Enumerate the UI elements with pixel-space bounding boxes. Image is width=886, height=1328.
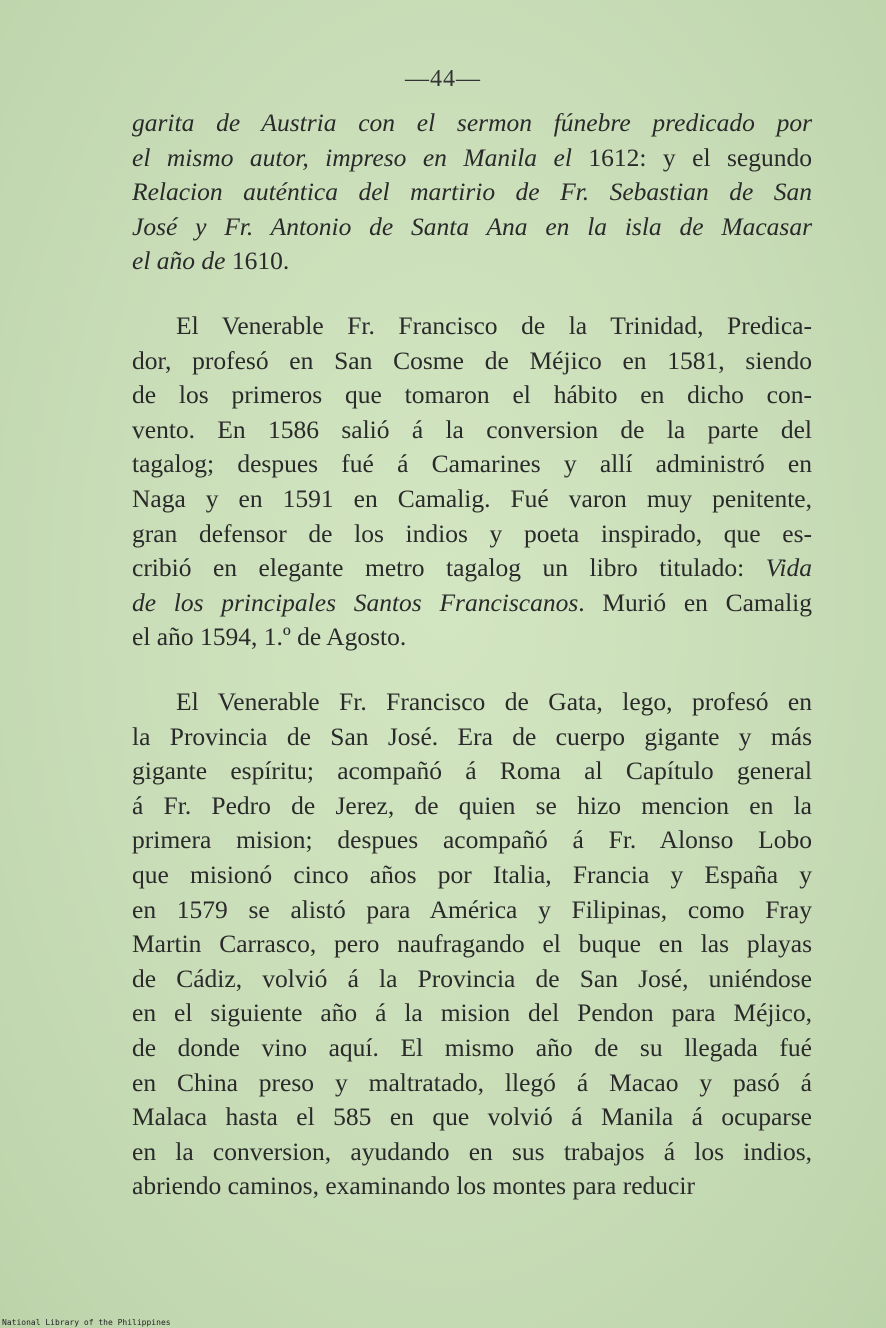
text-line bbox=[132, 1031, 812, 1066]
text-line bbox=[132, 482, 812, 517]
text-run: Naga y en 1591 en Camalig. Fué varon muy penitente, bbox=[132, 483, 812, 513]
text-line bbox=[132, 141, 812, 176]
text-run: gigante espíritu; acompañó á Roma al Capítulo general bbox=[132, 756, 812, 786]
page-number: —44— bbox=[405, 66, 481, 92]
text-run: El Venerable Fr. Francisco de Gata, lego, profesó en bbox=[176, 687, 812, 716]
text-line bbox=[132, 927, 812, 962]
text-run: de Cádiz, volvió á la Provincia de San José, uniéndose bbox=[132, 963, 812, 993]
text-line bbox=[132, 754, 812, 789]
text-run: la Provincia de San José. Era de cuerpo gigante y más bbox=[132, 721, 812, 751]
text-line bbox=[132, 106, 812, 141]
text-run: dor, profesó en San Cosme de Méjico en 1581, siendo bbox=[132, 345, 812, 375]
paragraph-francisco-de-la-trinidad bbox=[132, 309, 812, 655]
text-line bbox=[132, 685, 812, 720]
text-run: primera mision; despues acompañó á Fr. Alonso Lobo bbox=[132, 825, 812, 855]
text-run: Malaca hasta el 585 en que volvió á Manila á ocuparse bbox=[132, 1102, 812, 1132]
text-line bbox=[132, 344, 812, 379]
text-line bbox=[132, 309, 812, 344]
paragraph-citation-continuation bbox=[132, 106, 812, 279]
text-line bbox=[132, 175, 812, 210]
text-line bbox=[132, 789, 812, 824]
italic-text: Vida bbox=[765, 553, 812, 583]
text-run: Martin Carrasco, pero naufragando el buque en las playas bbox=[132, 929, 812, 959]
text-line bbox=[132, 378, 812, 413]
text-line bbox=[132, 551, 812, 586]
text-run: 1610. bbox=[231, 246, 290, 276]
text-line bbox=[132, 1100, 812, 1135]
text-line bbox=[132, 244, 812, 279]
italic-text: garita de Austria con el sermon fúnebre predicado por bbox=[132, 108, 812, 137]
text-run: tagalog; despues fué á Camarines y allí administró en bbox=[132, 449, 812, 479]
text-run: á Fr. Pedro de Jerez, de quien se hizo mencion en la bbox=[132, 790, 812, 820]
text-line bbox=[132, 413, 812, 448]
text-line bbox=[132, 586, 812, 621]
text-line bbox=[132, 858, 812, 893]
italic-text: Relacion auténtica del martirio de Fr. Sebastian de San bbox=[132, 177, 812, 207]
text-run: de los primeros que tomaron el hábito en dicho con- bbox=[132, 380, 812, 410]
italic-text: el mismo autor, impreso en Manila el bbox=[132, 142, 589, 172]
text-run: vento. En 1586 salió á la conversion de la parte del bbox=[132, 414, 812, 444]
text-line bbox=[132, 1169, 812, 1204]
text-run: en la conversion, ayudando en sus trabajos á los indios, bbox=[132, 1136, 812, 1166]
text-run: en China preso y maltratado, llegó á Macao y pasó á bbox=[132, 1067, 812, 1097]
text-line bbox=[132, 996, 812, 1031]
text-run: gran defensor de los indios y poeta inspirado, que es- bbox=[132, 518, 812, 548]
text-run: el año 1594, 1.º de Agosto. bbox=[132, 622, 407, 652]
text-line bbox=[132, 1135, 812, 1170]
text-run: . Murió en Camalig bbox=[578, 587, 813, 617]
text-run: cribió en elegante metro tagalog un libro titulado: bbox=[132, 553, 766, 583]
text-line bbox=[132, 620, 812, 655]
text-run: en el siguiente año á la mision del Pendon para Méjico, bbox=[132, 998, 812, 1028]
text-line bbox=[132, 893, 812, 928]
italic-text: de los principales Santos Franciscanos bbox=[132, 587, 579, 617]
text-line bbox=[132, 517, 812, 552]
library-footer: National Library of the Philippines bbox=[2, 1318, 171, 1327]
text-run: en 1579 se alistó para América y Filipinas, como Fray bbox=[132, 894, 812, 924]
text-run: El Venerable Fr. Francisco de la Trinidad, Predica- bbox=[176, 311, 812, 340]
paragraph-francisco-de-gata bbox=[132, 685, 812, 1204]
text-run: de donde vino aquí. El mismo año de su llegada fué bbox=[132, 1032, 812, 1062]
italic-text: el año de bbox=[132, 246, 232, 276]
text-line bbox=[132, 447, 812, 482]
text-run: 1612: y el segundo bbox=[588, 142, 813, 172]
text-line bbox=[132, 823, 812, 858]
text-line bbox=[132, 1066, 812, 1101]
text-run: que misionó cinco años por Italia, Francia y España y bbox=[132, 859, 812, 889]
text-line bbox=[132, 962, 812, 997]
italic-text: José y Fr. Antonio de Santa Ana en la isla de Macasar bbox=[132, 211, 812, 241]
text-line bbox=[132, 720, 812, 755]
text-line bbox=[132, 210, 812, 245]
text-run: abriendo caminos, examinando los montes para reducir bbox=[132, 1171, 695, 1201]
